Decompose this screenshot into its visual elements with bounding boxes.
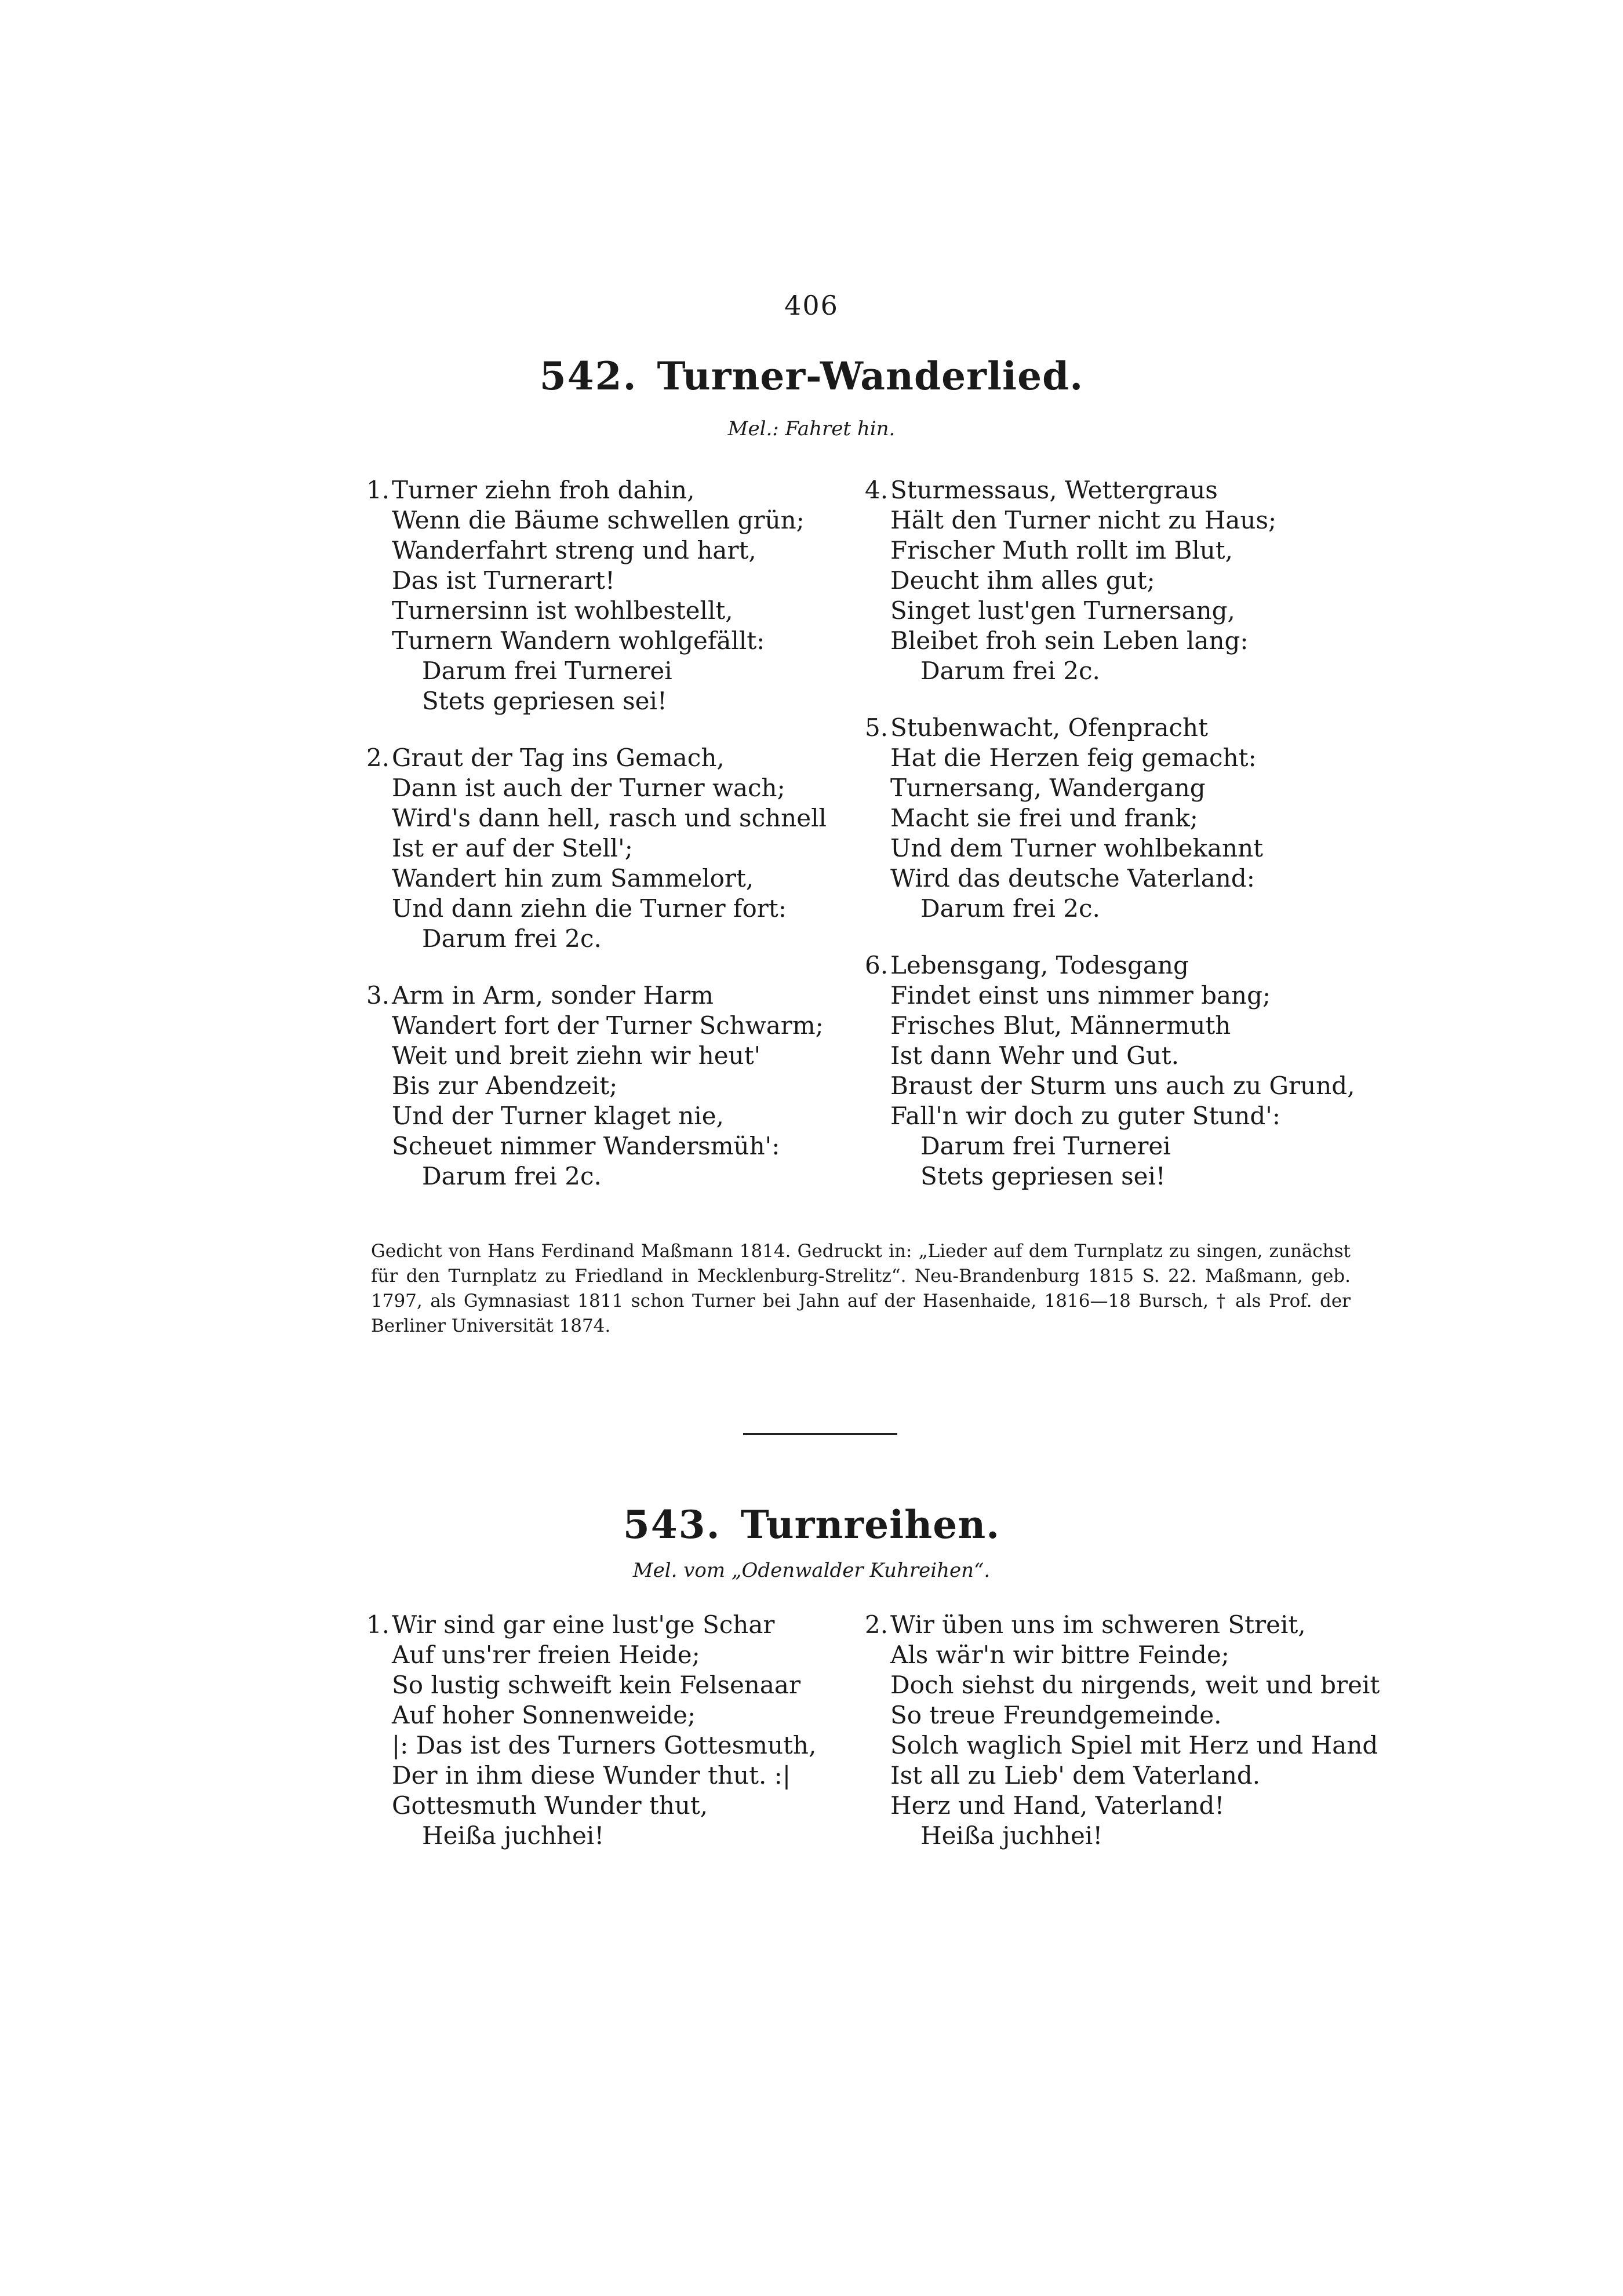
verse-text: Dann ist auch der Turner wach; [392,774,785,802]
stanza [865,713,1355,924]
verse-text: Lebensgang, Todesgang [890,951,1189,979]
song-number: 543. [623,1502,721,1547]
verse-text: Solch waglich Spiel mit Herz und Hand [890,1731,1378,1759]
verse-text: Wenn die Bäume schwellen grün; [392,506,805,534]
verse-line [865,1101,1355,1131]
verse-line [366,1670,816,1700]
verse-text: Hat die Herzen feig gemacht: [890,744,1257,772]
verse-line [865,1041,1355,1071]
verse-line [366,1640,816,1670]
verse-line [366,773,827,803]
verse-line [865,1610,1380,1640]
stanza-number: 5. [865,713,889,742]
verse-line [865,773,1355,803]
song-title: Turner-Wanderlied. [657,353,1084,399]
verse-text: Frischer Muth rollt im Blut, [890,536,1233,564]
refrain-line: Darum frei 2c. [920,894,1100,923]
verse-text: Bleibet froh sein Leben lang: [890,626,1249,655]
verse-line [366,1730,816,1761]
stanza [366,743,827,954]
verse-text: Wird's dann hell, rasch und schnell [392,804,827,832]
verse-text: Und dann ziehn die Turner fort: [392,894,787,923]
refrain-line: Darum frei 2c. [422,924,602,953]
refrain-line: Heißa juchhei! [422,1821,605,1850]
verse-line [865,1700,1380,1730]
verse-text: Graut der Tag ins Gemach, [392,744,725,772]
verse-text: Turnersang, Wandergang [890,774,1206,802]
song-number: 542. [539,353,638,399]
verse-text: Auf uns'rer freien Heide; [392,1641,700,1669]
verse-line [865,1011,1355,1041]
verse-line [865,1730,1380,1761]
verse-text: Findet einst uns nimmer bang; [890,981,1271,1009]
verse-text: Ist dann Wehr und Gut. [890,1041,1179,1070]
verse-line [865,475,1355,505]
verse-text: Gottesmuth Wunder thut, [392,1791,708,1820]
refrain-line: Darum frei 2c. [920,657,1100,685]
song-542-melody: Mel.: Fahret hin. [727,417,896,440]
stanza [865,1610,1380,1851]
stanza-number: 1. [366,476,390,504]
verse-text: Als wär'n wir bittre Feinde; [890,1641,1229,1669]
verse-line [366,1101,827,1131]
stanza [865,950,1355,1191]
verse-line [366,475,827,505]
stanza-number: 4. [865,476,889,504]
verse-text: Wir sind gar eine lust'ge Schar [392,1610,775,1639]
song-542-right-column [865,475,1355,1191]
verse-line [865,626,1355,656]
verse-text: Und dem Turner wohlbekannt [890,834,1264,862]
verse-text: Macht sie frei und frank; [890,804,1198,832]
refrain-line: Stets gepriesen sei! [920,1162,1166,1190]
verse-text: So lustig schweift kein Felsenaar [392,1671,801,1699]
verse-text: Scheuet nimmer Wandersmüh': [392,1132,780,1160]
verse-line [865,950,1355,981]
verse-line [865,981,1355,1011]
verse-text: Turner ziehn froh dahin, [392,476,695,504]
verse-line [865,596,1355,626]
verse-line [865,1791,1380,1821]
verse-line [865,1071,1355,1101]
refrain-line: Darum frei Turnerei [422,657,672,685]
verse-text: Stubenwacht, Ofenpracht [890,713,1208,742]
verse-text: |: Das ist des Turners Gottesmuth, [392,1731,817,1759]
verse-line [366,1610,816,1640]
verse-line [366,833,827,863]
verse-line [366,1791,816,1821]
verse-text: Der in ihm diese Wunder thut. :| [392,1761,791,1790]
verse-text: Turnern Wandern wohlgefällt: [392,626,765,655]
stanza [366,1610,816,1851]
stanza-number: 2. [865,1610,889,1639]
refrain-line: Darum frei Turnerei [920,1132,1171,1160]
verse-text: Wir üben uns im schweren Streit, [890,1610,1306,1639]
stanza-number: 3. [366,981,390,1009]
verse-line [865,713,1355,743]
verse-line [366,863,827,894]
verse-line [366,743,827,773]
verse-text: Herz und Hand, Vaterland! [890,1791,1225,1820]
verse-line [865,743,1355,773]
verse-line [865,863,1355,894]
song-543-melody: Mel. vom „Odenwalder Kuhreihen“. [632,1559,991,1582]
stanza-number: 2. [366,744,390,772]
source-note: Gedicht von Hans Ferdinand Maßmann 1814. Gedruckt in: „Lieder auf dem Turnplatz zu singen, zunächst für den Turnplatz zu Friedland in Mecklenburg-Strelitz“. Neu-Brandenburg 1815 S. 22. Maßmann, geb. 1797, als Gymnasiast 1811 schon Turner bei Jahn auf der Hasenhaide, 1816—18 Bursch, † als Prof. der Berliner Universität 1874. [371,1241,1351,1336]
verse-line [366,894,827,924]
verse-text: Ist all zu Lieb' dem Vaterland. [890,1761,1261,1790]
verse-line [366,1761,816,1791]
verse-line [366,1041,827,1071]
verse-text: Bis zur Abendzeit; [392,1072,618,1100]
verse-text: Ist er auf der Stell'; [392,834,633,862]
verse-line [366,626,827,656]
stanza [366,475,827,716]
song-543-title-block [0,1502,1623,1547]
verse-text: Weit und breit ziehn wir heut' [392,1041,761,1070]
verse-line [865,833,1355,863]
verse-text: Fall'n wir doch zu guter Stund': [890,1102,1281,1130]
song-543-right-column [865,1610,1380,1851]
verse-line [366,596,827,626]
verse-text: Auf hoher Sonnenweide; [392,1701,696,1729]
verse-text: Wanderfahrt streng und hart, [392,536,756,564]
stanza [865,475,1355,686]
verse-line [366,505,827,535]
verse-text: Wandert fort der Turner Schwarm; [392,1011,824,1040]
stanza-number: 6. [865,951,889,979]
song-542-title-block [0,353,1623,399]
verse-text: Das ist Turnerart! [392,566,615,595]
verse-text: Doch siehst du nirgends, weit und breit [890,1671,1380,1699]
verse-text: Singet lust'gen Turnersang, [890,596,1235,625]
verse-line [865,566,1355,596]
verse-text: Sturmessaus, Wettergraus [890,476,1218,504]
verse-line [366,803,827,833]
verse-line [366,981,827,1011]
verse-line [366,566,827,596]
verse-line [865,1670,1380,1700]
section-divider [743,1433,897,1435]
verse-line [865,535,1355,566]
verse-line [366,1131,827,1161]
verse-text: Wandert hin zum Sammelort, [392,864,754,892]
song-543-left-column [366,1610,816,1851]
verse-text: Braust der Sturm uns auch zu Grund, [890,1072,1355,1100]
verse-line [366,535,827,566]
refrain-line: Darum frei 2c. [422,1162,602,1190]
verse-text: Turnersinn ist wohlbestellt, [392,596,733,625]
verse-text: So treue Freundgemeinde. [890,1701,1222,1729]
verse-text: Wird das deutsche Vaterland: [890,864,1255,892]
verse-line [865,1640,1380,1670]
stanza [366,981,827,1191]
verse-line [366,1071,827,1101]
verse-text: Deucht ihm alles gut; [890,566,1155,595]
refrain-line: Stets gepriesen sei! [422,687,667,715]
verse-line [366,1011,827,1041]
verse-text: Arm in Arm, sonder Harm [392,981,714,1009]
page-number: 406 [784,290,839,321]
verse-text: Und der Turner klaget nie, [392,1102,724,1130]
verse-line [865,505,1355,535]
stanza-number: 1. [366,1610,390,1639]
song-title: Turnreihen. [740,1502,1000,1547]
verse-text: Frisches Blut, Männermuth [890,1011,1231,1040]
refrain-line: Heißa juchhei! [920,1821,1103,1850]
verse-text: Hält den Turner nicht zu Haus; [890,506,1277,534]
verse-line [366,1700,816,1730]
verse-line [865,803,1355,833]
verse-line [865,1761,1380,1791]
song-542-left-column [366,475,827,1191]
